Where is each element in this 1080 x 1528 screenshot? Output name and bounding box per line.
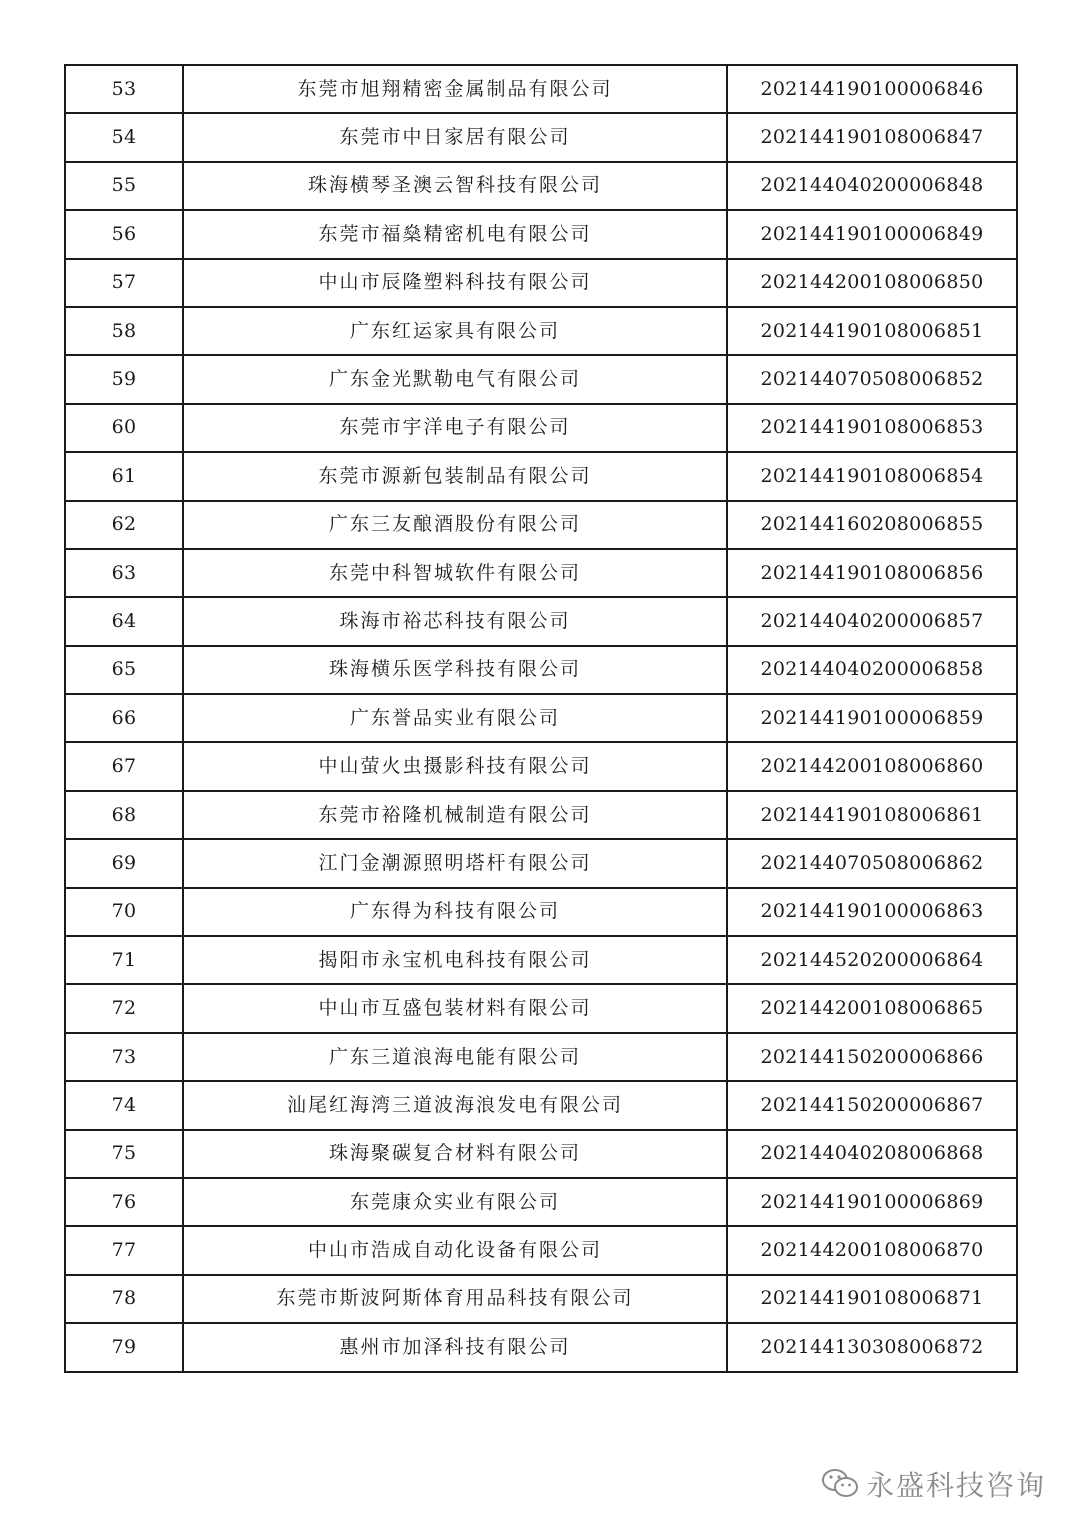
table-row xyxy=(65,1275,1017,1323)
company-name-cell: 珠海横乐医学科技有限公司 xyxy=(183,646,727,694)
table-row xyxy=(65,162,1017,210)
table-row xyxy=(65,936,1017,984)
row-number-cell: 76 xyxy=(65,1178,183,1226)
wechat-icon xyxy=(820,1467,860,1501)
registration-code-cell: 202144190108006861 xyxy=(727,791,1017,839)
table-row xyxy=(65,694,1017,742)
row-number-cell: 75 xyxy=(65,1130,183,1178)
table-row xyxy=(65,597,1017,645)
row-number-cell: 68 xyxy=(65,791,183,839)
company-name-cell: 东莞市源新包装制品有限公司 xyxy=(183,452,727,500)
company-name-cell: 珠海横琴圣澳云智科技有限公司 xyxy=(183,162,727,210)
registration-code-cell: 202144070508006852 xyxy=(727,355,1017,403)
row-number-cell: 61 xyxy=(65,452,183,500)
company-name-cell: 珠海聚碳复合材料有限公司 xyxy=(183,1130,727,1178)
registration-code-cell: 202144190100006869 xyxy=(727,1178,1017,1226)
company-list-table xyxy=(64,64,1018,1373)
registration-code-cell: 202144070508006862 xyxy=(727,839,1017,887)
company-name-cell: 珠海市裕芯科技有限公司 xyxy=(183,597,727,645)
registration-code-cell: 202144200108006850 xyxy=(727,259,1017,307)
table-row xyxy=(65,1081,1017,1129)
company-name-cell: 东莞康众实业有限公司 xyxy=(183,1178,727,1226)
registration-code-cell: 202144190108006856 xyxy=(727,549,1017,597)
company-name-cell: 东莞市福燊精密机电有限公司 xyxy=(183,210,727,258)
registration-code-cell: 202144200108006870 xyxy=(727,1226,1017,1274)
company-name-cell: 中山市浩成自动化设备有限公司 xyxy=(183,1226,727,1274)
registration-code-cell: 202144160208006855 xyxy=(727,501,1017,549)
row-number-cell: 58 xyxy=(65,307,183,355)
table-row xyxy=(65,1226,1017,1274)
company-name-cell: 揭阳市永宝机电科技有限公司 xyxy=(183,936,727,984)
table-row xyxy=(65,404,1017,452)
row-number-cell: 66 xyxy=(65,694,183,742)
company-name-cell: 中山市辰隆塑料科技有限公司 xyxy=(183,259,727,307)
registration-code-cell: 202144190100006863 xyxy=(727,888,1017,936)
row-number-cell: 59 xyxy=(65,355,183,403)
company-name-cell: 东莞市裕隆机械制造有限公司 xyxy=(183,791,727,839)
row-number-cell: 54 xyxy=(65,113,183,161)
registration-code-cell: 202144190108006847 xyxy=(727,113,1017,161)
row-number-cell: 69 xyxy=(65,839,183,887)
table-row xyxy=(65,839,1017,887)
registration-code-cell: 202144040200006848 xyxy=(727,162,1017,210)
row-number-cell: 65 xyxy=(65,646,183,694)
registration-code-cell: 202144150200006867 xyxy=(727,1081,1017,1129)
table-row xyxy=(65,1178,1017,1226)
table-row xyxy=(65,984,1017,1032)
registration-code-cell: 202144190100006849 xyxy=(727,210,1017,258)
row-number-cell: 60 xyxy=(65,404,183,452)
row-number-cell: 73 xyxy=(65,1033,183,1081)
company-name-cell: 广东金光默勒电气有限公司 xyxy=(183,355,727,403)
company-name-cell: 广东得为科技有限公司 xyxy=(183,888,727,936)
company-name-cell: 东莞市宇洋电子有限公司 xyxy=(183,404,727,452)
table-row xyxy=(65,113,1017,161)
registration-code-cell: 202144150200006866 xyxy=(727,1033,1017,1081)
table-row xyxy=(65,1323,1017,1371)
registration-code-cell: 202144040208006868 xyxy=(727,1130,1017,1178)
registration-code-cell: 202144130308006872 xyxy=(727,1323,1017,1371)
registration-code-cell: 202144190108006851 xyxy=(727,307,1017,355)
table-row xyxy=(65,355,1017,403)
table-body xyxy=(65,65,1017,1372)
table-row xyxy=(65,549,1017,597)
company-name-cell: 广东誉品实业有限公司 xyxy=(183,694,727,742)
company-name-cell: 广东三友酿酒股份有限公司 xyxy=(183,501,727,549)
table-row xyxy=(65,210,1017,258)
row-number-cell: 53 xyxy=(65,65,183,113)
registration-code-cell: 202144200108006860 xyxy=(727,742,1017,790)
table-row xyxy=(65,501,1017,549)
registration-code-cell: 202144040200006857 xyxy=(727,597,1017,645)
registration-code-cell: 202144190108006854 xyxy=(727,452,1017,500)
company-name-cell: 中山萤火虫摄影科技有限公司 xyxy=(183,742,727,790)
company-name-cell: 汕尾红海湾三道波海浪发电有限公司 xyxy=(183,1081,727,1129)
table-row xyxy=(65,791,1017,839)
company-name-cell: 江门金潮源照明塔杆有限公司 xyxy=(183,839,727,887)
row-number-cell: 70 xyxy=(65,888,183,936)
company-name-cell: 惠州市加泽科技有限公司 xyxy=(183,1323,727,1371)
row-number-cell: 57 xyxy=(65,259,183,307)
registration-code-cell: 202144200108006865 xyxy=(727,984,1017,1032)
table-row xyxy=(65,888,1017,936)
registration-code-cell: 202144190100006846 xyxy=(727,65,1017,113)
registration-code-cell: 202144520200006864 xyxy=(727,936,1017,984)
row-number-cell: 78 xyxy=(65,1275,183,1323)
row-number-cell: 64 xyxy=(65,597,183,645)
table-row xyxy=(65,1130,1017,1178)
watermark xyxy=(820,1464,1046,1504)
company-name-cell: 东莞市中日家居有限公司 xyxy=(183,113,727,161)
row-number-cell: 55 xyxy=(65,162,183,210)
watermark-text: 永盛科技咨询 xyxy=(865,1469,1046,1502)
registration-code-cell: 202144190108006871 xyxy=(727,1275,1017,1323)
table-row xyxy=(65,65,1017,113)
table-row xyxy=(65,452,1017,500)
company-name-cell: 中山市互盛包装材料有限公司 xyxy=(183,984,727,1032)
company-name-cell: 东莞市旭翔精密金属制品有限公司 xyxy=(183,65,727,113)
row-number-cell: 72 xyxy=(65,984,183,1032)
table-row xyxy=(65,742,1017,790)
registration-code-cell: 202144040200006858 xyxy=(727,646,1017,694)
table-row xyxy=(65,259,1017,307)
table-row xyxy=(65,1033,1017,1081)
company-name-cell: 广东红运家具有限公司 xyxy=(183,307,727,355)
row-number-cell: 71 xyxy=(65,936,183,984)
row-number-cell: 74 xyxy=(65,1081,183,1129)
company-name-cell: 东莞市斯波阿斯体育用品科技有限公司 xyxy=(183,1275,727,1323)
row-number-cell: 79 xyxy=(65,1323,183,1371)
company-name-cell: 东莞中科智城软件有限公司 xyxy=(183,549,727,597)
company-name-cell: 广东三道浪海电能有限公司 xyxy=(183,1033,727,1081)
row-number-cell: 56 xyxy=(65,210,183,258)
table-row xyxy=(65,307,1017,355)
row-number-cell: 63 xyxy=(65,549,183,597)
registration-code-cell: 202144190100006859 xyxy=(727,694,1017,742)
registration-code-cell: 202144190108006853 xyxy=(727,404,1017,452)
table-row xyxy=(65,646,1017,694)
row-number-cell: 67 xyxy=(65,742,183,790)
row-number-cell: 62 xyxy=(65,501,183,549)
row-number-cell: 77 xyxy=(65,1226,183,1274)
